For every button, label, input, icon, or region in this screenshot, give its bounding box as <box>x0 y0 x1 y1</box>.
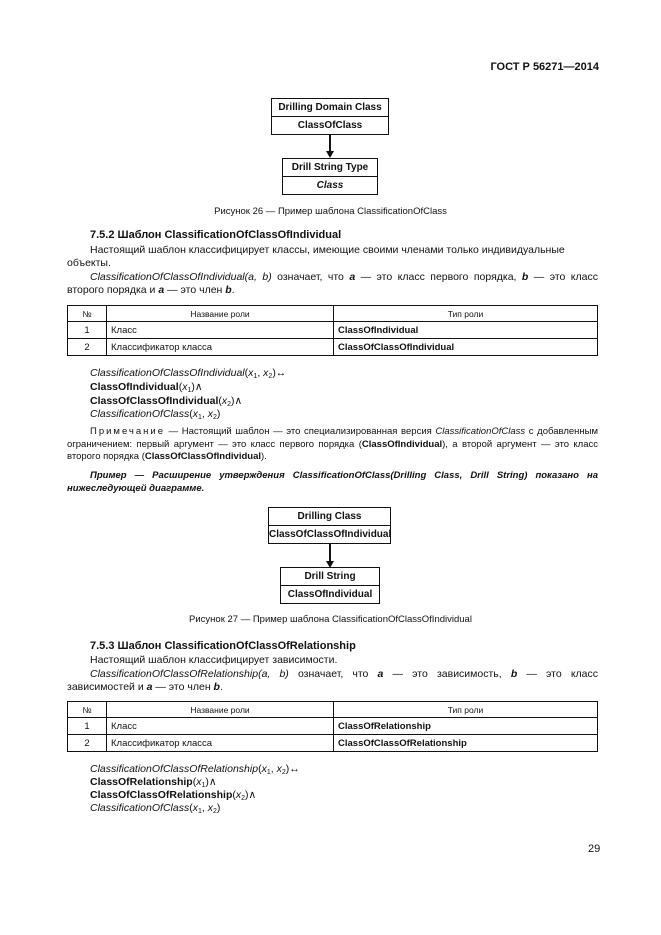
diagram-arrow-line <box>329 134 331 152</box>
diagram-box-drill-string <box>280 567 380 604</box>
formula-line: $ClassificationOfClass(x_1$, $x_2$) <box>90 408 221 421</box>
box-title: Drilling Domain Class <box>272 99 388 117</box>
page-header: ГОСТ Р 56271—2014 <box>490 61 599 73</box>
formula-line: $ClassOfRelationship(x_1)\wedge$ <box>90 776 217 789</box>
section-heading: 7.5.3 Шаблон ClassificationOfClassOfRelationship <box>90 640 356 652</box>
table-cell: ClassOfIndividual <box>334 322 598 339</box>
table-row <box>68 322 598 339</box>
table-header-row <box>68 702 598 718</box>
box-title: Drill String <box>281 568 379 586</box>
paragraph-intro: Настоящий шаблон классифицирует классы, имеющие своими членами только индивидуальные объекты. <box>67 244 565 269</box>
formula-line: $ClassOfClassOfIndividual(x_2)\wedge$ <box>90 395 243 408</box>
table-cell: ClassOfClassOfIndividual <box>334 339 598 356</box>
diagram-box-drilling-class <box>268 507 391 544</box>
paragraph-definition: ClassificationOfClassOfIndividual(a, b) означает, что a — это класс первого порядка, b — это класс второго порядка и a — это член b. <box>67 271 598 296</box>
page-number: 29 <box>588 843 601 855</box>
table-cell: Классификатор класса <box>107 735 334 752</box>
diagram-box-drilling-domain-class <box>271 98 389 135</box>
table-cell: ClassOfClassOfRelationship <box>334 735 598 752</box>
table-cell: ClassOfRelationship <box>334 718 598 735</box>
formula-line: $ClassificationOfClassOfIndividual(x_1$, $x_2)\leftrightarrow$ <box>90 367 287 380</box>
table-row <box>68 735 598 752</box>
table-header: Название роли <box>107 306 334 322</box>
table-header: Тип роли <box>334 306 598 322</box>
table-cell: Классификатор класса <box>107 339 334 356</box>
box-type: ClassOfIndividual <box>287 589 373 600</box>
table-header: № <box>68 702 107 718</box>
table-cell: 1 <box>68 718 107 735</box>
table-row <box>68 718 598 735</box>
table-cell: 2 <box>68 735 107 752</box>
diagram-box-drill-string-type <box>282 158 378 195</box>
box-title: Drilling Class <box>269 508 390 526</box>
formula-line: $ClassOfIndividual(x_1)\wedge$ <box>90 381 203 394</box>
table-header: Название роли <box>107 702 334 718</box>
table-header: Тип роли <box>334 702 598 718</box>
formula-line: $ClassificationOfClass(x_1$, $x_2$) <box>90 802 221 815</box>
paragraph-definition: ClassificationOfClassOfRelationship(a, b) означает, что a — это зависимость, b — это класс зависимостей и a — это член b. <box>67 668 599 693</box>
box-type: Class <box>316 180 344 191</box>
formula-line: $ClassificationOfClassOfRelationship(x_1$, $x_2)\leftrightarrow$ <box>90 763 300 776</box>
table-cell: 1 <box>68 322 107 339</box>
note-paragraph: Примечание — Настоящий шаблон — это специализированная версия ClassificationOfClass с добавленным ограничением: первый аргумент — это класс первого порядка (ClassOfIndividual), а второй аргумент — это класс второго порядка (ClassOfClassOfIndividual). <box>67 426 598 462</box>
roles-table-752 <box>67 305 598 356</box>
diagram-arrowhead <box>326 151 334 158</box>
diagram-arrow-line <box>329 543 331 562</box>
table-cell: 2 <box>68 339 107 356</box>
box-type: ClassOfClass <box>297 120 363 131</box>
table-row <box>68 339 598 356</box>
figure-caption: Рисунок 27 — Пример шаблона ClassificationOfClassOfIndividual <box>189 614 472 625</box>
table-header: № <box>68 306 107 322</box>
table-cell: Класс <box>107 322 334 339</box>
paragraph-intro: Настоящий шаблон классифицирует зависимости. <box>90 654 338 666</box>
table-header-row <box>68 306 598 322</box>
table-cell: Класс <box>107 718 334 735</box>
box-title: Drill String Type <box>283 159 377 177</box>
box-type: ClassOfClassOfIndividual <box>269 529 392 540</box>
formula-line: $ClassOfClassOfRelationship(x_2)\wedge$ <box>90 789 257 802</box>
roles-table-753 <box>67 701 598 752</box>
figure-caption: Рисунок 26 — Пример шаблона ClassificationOfClass <box>214 206 447 217</box>
section-heading: 7.5.2 Шаблон ClassificationOfClassOfIndividual <box>90 229 342 241</box>
example-paragraph: Пример — Расширение утверждения ClassificationOfClass(Drilling Class, Drill String) показано на нижеследующей диаграмме. <box>67 470 598 494</box>
